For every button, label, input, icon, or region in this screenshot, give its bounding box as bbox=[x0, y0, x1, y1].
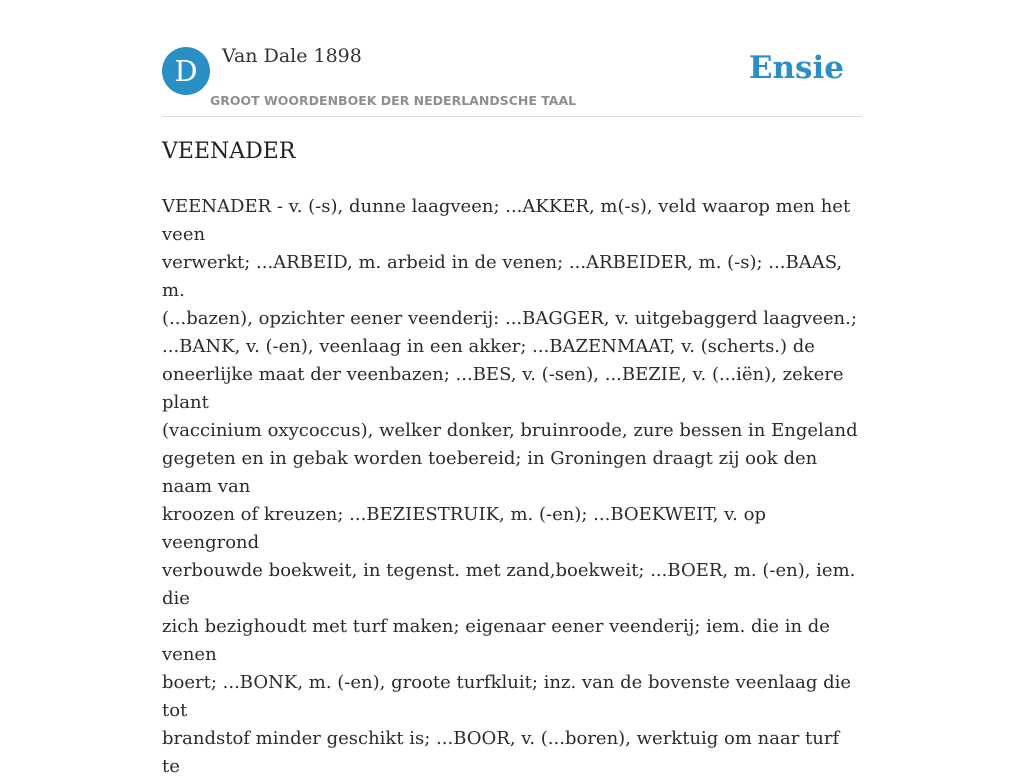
dictionary-logo-icon[interactable]: D bbox=[162, 47, 210, 95]
entry-definition-line: kroozen of kreuzen; ...BEZIESTRUIK, m. (-en); ...BOEKWEIT, v. op veengrond bbox=[162, 504, 766, 553]
entry-definition-line: gegeten en in gebak worden toebereid; in Groningen draagt zij ook den naam van bbox=[162, 448, 818, 497]
entry-definition-line: (vaccinium oxycoccus), welker donker, bruinroode, zure bessen in Engeland bbox=[162, 420, 858, 441]
dictionary-title-link[interactable]: Van Dale 1898 bbox=[222, 45, 362, 67]
entry-title: VEENADER bbox=[162, 139, 296, 164]
entry-definition-line: ...BANK, v. (-en), veenlaag in een akker; ...BAZENMAAT, v. (scherts.) de bbox=[162, 336, 815, 357]
entry-definition-line: (...bazen), opzichter eener veenderij: ...BAGGER, v. uitgebaggerd laagveen.; bbox=[162, 308, 857, 329]
entry-definition-line: verbouwde boekweit, in tegenst. met zand,boekweit; ...BOER, m. (-en), iem. die bbox=[162, 560, 856, 609]
entry-definition-line: zich bezighoudt met turf maken; eigenaar eener veenderij; iem. die in de venen bbox=[162, 616, 830, 665]
entry-definition-line: boert; ...BONK, m. (-en), groote turfkluit; inz. van de bovenste veenlaag die tot bbox=[162, 672, 852, 721]
entry-definition bbox=[162, 193, 862, 781]
ensie-brand-logo[interactable]: Ensie bbox=[748, 50, 844, 86]
entry-definition-line: brandstof minder geschikt is; ...BOOR, v. (...boren), werktuig om naar turf te bbox=[162, 728, 840, 777]
entry-definition-line: oneerlijke maat der veenbazen; ...BES, v. (-sen), ...BEZIE, v. (...iën), zekere plant bbox=[162, 364, 844, 413]
dictionary-subtitle: GROOT WOORDENBOEK DER NEDERLANDSCHE TAAL bbox=[210, 93, 577, 108]
dictionary-header bbox=[162, 0, 862, 117]
entry-definition-line: verwerkt; ...ARBEID, m. arbeid in de venen; ...ARBEIDER, m. (-s); ...BAAS, m. bbox=[162, 252, 843, 301]
entry-definition-line: VEENADER - v. (-s), dunne laagveen; ...AKKER, m(-s), veld waarop men het veen bbox=[162, 196, 851, 245]
